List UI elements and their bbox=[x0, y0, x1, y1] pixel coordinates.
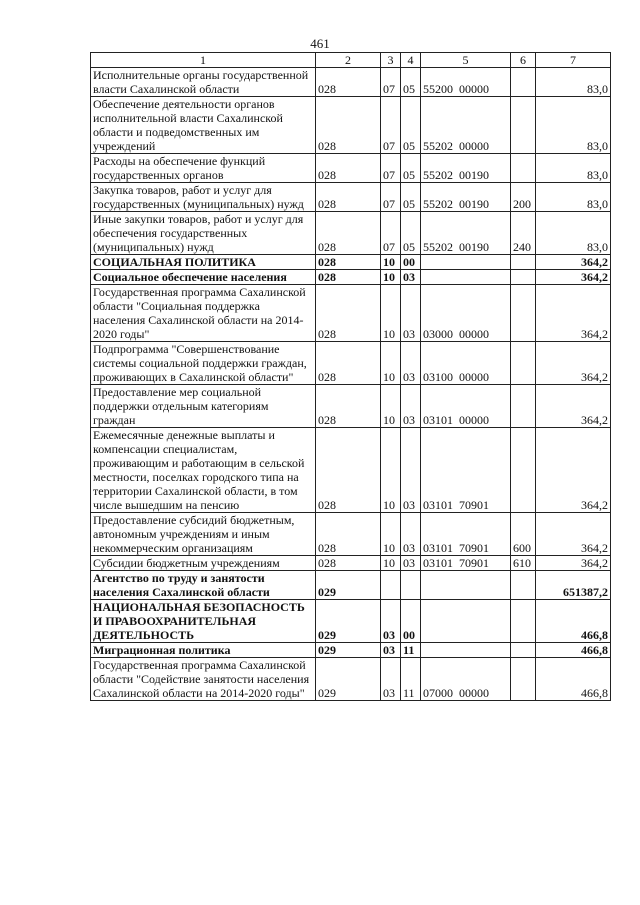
row-value-cell: 83,0 bbox=[536, 183, 611, 212]
row-value-cell: 03 bbox=[401, 385, 421, 428]
row-name-cell: Иные закупки товаров, работ и услуг для обеспечения государственных (муниципальных) нужд bbox=[91, 212, 316, 255]
row-value-cell: 364,2 bbox=[536, 428, 611, 513]
row-value-cell: 240 bbox=[511, 212, 536, 255]
row-value-cell: 028 bbox=[316, 270, 381, 285]
row-value-cell: 028 bbox=[316, 68, 381, 97]
row-value-cell bbox=[381, 571, 401, 600]
row-value-cell: 466,8 bbox=[536, 643, 611, 658]
row-value-cell: 83,0 bbox=[536, 212, 611, 255]
table-row bbox=[91, 97, 611, 154]
row-value-cell bbox=[511, 342, 536, 385]
row-value-cell: 03 bbox=[401, 342, 421, 385]
row-value-cell bbox=[511, 270, 536, 285]
table-row bbox=[91, 342, 611, 385]
row-value-cell bbox=[511, 643, 536, 658]
row-name-cell: Государственная программа Сахалинской области "Содействие занятости населения Сахалинской области на 2014-2020 годы" bbox=[91, 658, 316, 701]
row-value-cell: 07 bbox=[381, 212, 401, 255]
row-value-cell bbox=[401, 571, 421, 600]
row-value-cell: 03 bbox=[401, 285, 421, 342]
row-value-cell: 029 bbox=[316, 600, 381, 643]
row-value-cell: 10 bbox=[381, 285, 401, 342]
row-name-cell: Обеспечение деятельности органов исполнительной власти Сахалинской области и подведомственных им учреждений bbox=[91, 97, 316, 154]
row-value-cell bbox=[511, 658, 536, 701]
row-value-cell bbox=[421, 571, 511, 600]
row-value-cell: 651387,2 bbox=[536, 571, 611, 600]
row-value-cell bbox=[511, 97, 536, 154]
row-value-cell: 610 bbox=[511, 556, 536, 571]
row-value-cell: 05 bbox=[401, 183, 421, 212]
row-value-cell: 03101 70901 bbox=[421, 556, 511, 571]
row-value-cell bbox=[511, 428, 536, 513]
row-value-cell: 10 bbox=[381, 255, 401, 270]
row-value-cell: 10 bbox=[381, 342, 401, 385]
row-value-cell: 028 bbox=[316, 154, 381, 183]
row-value-cell: 03 bbox=[381, 658, 401, 701]
table-row bbox=[91, 513, 611, 556]
row-value-cell bbox=[511, 600, 536, 643]
row-value-cell: 03 bbox=[381, 643, 401, 658]
row-value-cell bbox=[511, 385, 536, 428]
table-row bbox=[91, 658, 611, 701]
row-name-cell: Предоставление субсидий бюджетным, автономным учреждениям и иным некоммерческим организациям bbox=[91, 513, 316, 556]
row-value-cell: 364,2 bbox=[536, 342, 611, 385]
row-name-cell: НАЦИОНАЛЬНАЯ БЕЗОПАСНОСТЬ И ПРАВООХРАНИТЕЛЬНАЯ ДЕЯТЕЛЬНОСТЬ bbox=[91, 600, 316, 643]
row-value-cell: 05 bbox=[401, 97, 421, 154]
row-name-cell: Закупка товаров, работ и услуг для государственных (муниципальных) нужд bbox=[91, 183, 316, 212]
row-value-cell: 07 bbox=[381, 183, 401, 212]
row-value-cell: 028 bbox=[316, 556, 381, 571]
row-value-cell: 029 bbox=[316, 643, 381, 658]
row-value-cell bbox=[511, 285, 536, 342]
row-value-cell: 07000 00000 bbox=[421, 658, 511, 701]
row-value-cell: 03101 00000 bbox=[421, 385, 511, 428]
row-value-cell: 200 bbox=[511, 183, 536, 212]
row-value-cell: 028 bbox=[316, 342, 381, 385]
row-value-cell: 364,2 bbox=[536, 556, 611, 571]
column-header: 1 bbox=[91, 53, 316, 68]
row-name-cell: Предоставление мер социальной поддержки отдельным категориям граждан bbox=[91, 385, 316, 428]
row-value-cell: 03 bbox=[401, 513, 421, 556]
row-name-cell: Миграционная политика bbox=[91, 643, 316, 658]
row-value-cell: 03 bbox=[401, 270, 421, 285]
column-header: 6 bbox=[511, 53, 536, 68]
row-value-cell: 028 bbox=[316, 255, 381, 270]
row-value-cell: 10 bbox=[381, 385, 401, 428]
row-value-cell: 03100 00000 bbox=[421, 342, 511, 385]
row-value-cell: 028 bbox=[316, 428, 381, 513]
row-value-cell: 364,2 bbox=[536, 513, 611, 556]
row-value-cell: 029 bbox=[316, 571, 381, 600]
row-value-cell: 83,0 bbox=[536, 97, 611, 154]
row-value-cell: 028 bbox=[316, 385, 381, 428]
row-value-cell: 03 bbox=[401, 556, 421, 571]
row-name-cell: Социальное обеспечение населения bbox=[91, 270, 316, 285]
row-value-cell: 07 bbox=[381, 154, 401, 183]
row-value-cell bbox=[421, 643, 511, 658]
row-name-cell: Расходы на обеспечение функций государственных органов bbox=[91, 154, 316, 183]
table-row bbox=[91, 285, 611, 342]
row-value-cell bbox=[511, 571, 536, 600]
row-value-cell bbox=[421, 255, 511, 270]
column-header: 4 bbox=[401, 53, 421, 68]
column-header: 5 bbox=[421, 53, 511, 68]
row-value-cell bbox=[511, 255, 536, 270]
table-row bbox=[91, 600, 611, 643]
row-value-cell: 05 bbox=[401, 68, 421, 97]
row-value-cell: 10 bbox=[381, 556, 401, 571]
table-row bbox=[91, 68, 611, 97]
row-value-cell: 364,2 bbox=[536, 270, 611, 285]
table-row bbox=[91, 428, 611, 513]
row-name-cell: Государственная программа Сахалинской области "Социальная поддержка населения Сахалинской области на 2014-2020 годы" bbox=[91, 285, 316, 342]
row-value-cell: 600 bbox=[511, 513, 536, 556]
table-row bbox=[91, 255, 611, 270]
row-value-cell bbox=[421, 600, 511, 643]
table-row bbox=[91, 154, 611, 183]
row-value-cell: 10 bbox=[381, 513, 401, 556]
row-value-cell: 05 bbox=[401, 212, 421, 255]
table-row bbox=[91, 643, 611, 658]
row-value-cell: 364,2 bbox=[536, 285, 611, 342]
row-value-cell bbox=[421, 270, 511, 285]
row-value-cell: 466,8 bbox=[536, 600, 611, 643]
row-value-cell: 10 bbox=[381, 270, 401, 285]
row-value-cell: 028 bbox=[316, 513, 381, 556]
row-value-cell: 11 bbox=[401, 658, 421, 701]
row-value-cell: 028 bbox=[316, 183, 381, 212]
row-value-cell: 03 bbox=[381, 600, 401, 643]
page-number: 461 bbox=[310, 36, 330, 51]
row-value-cell: 55202 00190 bbox=[421, 154, 511, 183]
row-value-cell: 03101 70901 bbox=[421, 428, 511, 513]
row-name-cell: СОЦИАЛЬНАЯ ПОЛИТИКА bbox=[91, 255, 316, 270]
row-value-cell: 55202 00190 bbox=[421, 212, 511, 255]
row-value-cell bbox=[511, 68, 536, 97]
row-value-cell: 83,0 bbox=[536, 68, 611, 97]
table-row bbox=[91, 571, 611, 600]
row-name-cell: Подпрограмма "Совершенствование системы социальной поддержки граждан, проживающих в Сахалинской области" bbox=[91, 342, 316, 385]
row-value-cell: 11 bbox=[401, 643, 421, 658]
row-value-cell: 029 bbox=[316, 658, 381, 701]
row-value-cell: 05 bbox=[401, 154, 421, 183]
row-value-cell: 028 bbox=[316, 97, 381, 154]
row-value-cell: 028 bbox=[316, 212, 381, 255]
row-name-cell: Агентство по труду и занятости населения Сахалинской области bbox=[91, 571, 316, 600]
table-row bbox=[91, 385, 611, 428]
table-row bbox=[91, 556, 611, 571]
budget-table bbox=[90, 52, 611, 701]
row-value-cell: 07 bbox=[381, 97, 401, 154]
table-row bbox=[91, 183, 611, 212]
table-row bbox=[91, 212, 611, 255]
row-value-cell: 364,2 bbox=[536, 385, 611, 428]
row-value-cell: 10 bbox=[381, 428, 401, 513]
row-value-cell: 03000 00000 bbox=[421, 285, 511, 342]
row-value-cell: 00 bbox=[401, 255, 421, 270]
row-name-cell: Ежемесячные денежные выплаты и компенсации специалистам, проживающим и работающим в сельской местности, поселках городского типа на территории Сахалинской области, в том числе вышедшим на пенсию bbox=[91, 428, 316, 513]
column-header: 7 bbox=[536, 53, 611, 68]
row-value-cell: 00 bbox=[401, 600, 421, 643]
row-value-cell: 364,2 bbox=[536, 255, 611, 270]
row-value-cell: 028 bbox=[316, 285, 381, 342]
row-value-cell: 07 bbox=[381, 68, 401, 97]
column-header: 3 bbox=[381, 53, 401, 68]
table-row bbox=[91, 270, 611, 285]
row-value-cell: 55202 00190 bbox=[421, 183, 511, 212]
row-value-cell: 55202 00000 bbox=[421, 97, 511, 154]
row-name-cell: Субсидии бюджетным учреждениям bbox=[91, 556, 316, 571]
row-value-cell: 03 bbox=[401, 428, 421, 513]
header-row bbox=[91, 53, 611, 68]
row-value-cell: 83,0 bbox=[536, 154, 611, 183]
row-name-cell: Исполнительные органы государственной власти Сахалинской области bbox=[91, 68, 316, 97]
row-value-cell: 466,8 bbox=[536, 658, 611, 701]
row-value-cell: 03101 70901 bbox=[421, 513, 511, 556]
row-value-cell: 55200 00000 bbox=[421, 68, 511, 97]
column-header: 2 bbox=[316, 53, 381, 68]
row-value-cell bbox=[511, 154, 536, 183]
